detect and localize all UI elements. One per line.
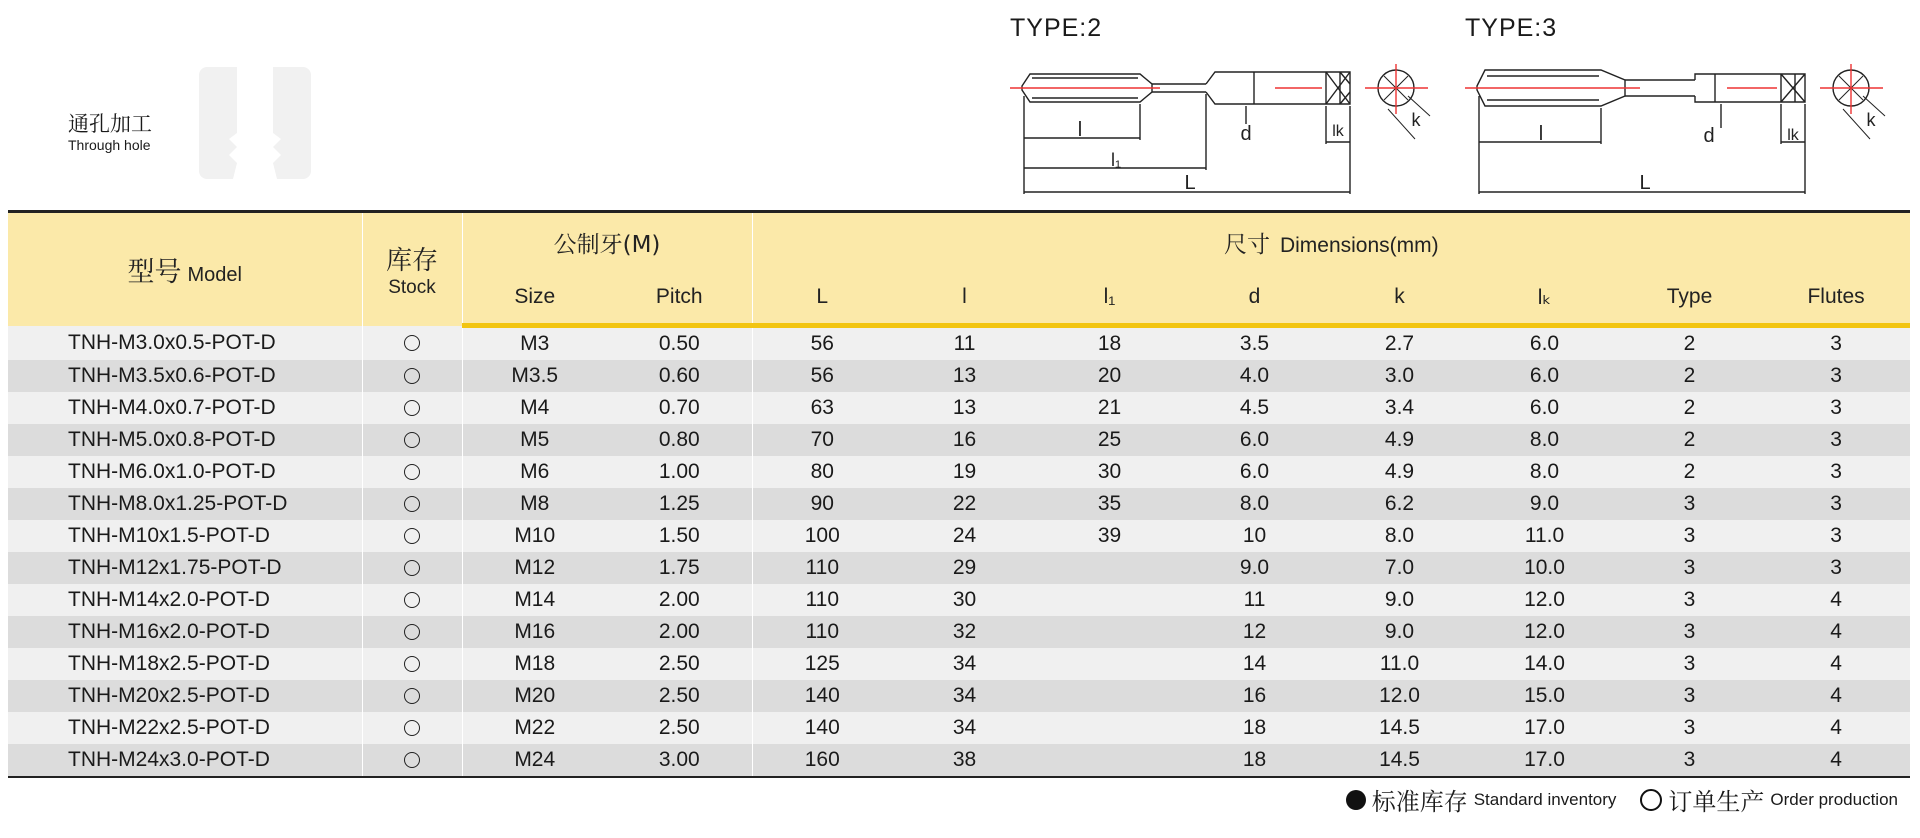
spec-table: [8, 210, 1910, 778]
cell-d: 14: [1182, 648, 1327, 680]
cell-d: 10: [1182, 520, 1327, 552]
table-row: [8, 360, 1910, 392]
col-flutes: Flutes: [1762, 271, 1910, 326]
cell-lk: 11.0: [1472, 520, 1617, 552]
type2-drawing: [1010, 44, 1450, 204]
order-production-icon: [404, 720, 420, 736]
cell-L: 110: [752, 616, 892, 648]
cell-k: 14.5: [1327, 712, 1472, 744]
order-production-icon: [404, 464, 420, 480]
stock-cell: [362, 616, 462, 648]
cell-type: 3: [1617, 616, 1762, 648]
cell-flutes: 3: [1762, 326, 1910, 361]
stock-cell: [362, 552, 462, 584]
cell-size: M20: [462, 680, 607, 712]
cell-size: M12: [462, 552, 607, 584]
table-row: [8, 552, 1910, 584]
stock-cell: [362, 392, 462, 424]
cell-model: TNH-M18x2.5-POT-D: [8, 648, 362, 680]
cell-lk: 17.0: [1472, 744, 1617, 777]
col-size: Size: [462, 271, 607, 326]
cell-l1: [1037, 648, 1182, 680]
stock-cell: [362, 326, 462, 361]
cell-size: M8: [462, 488, 607, 520]
cell-type: 3: [1617, 520, 1762, 552]
cell-k: 3.0: [1327, 360, 1472, 392]
cell-d: 18: [1182, 744, 1327, 777]
col-d: d: [1182, 271, 1327, 326]
type3-d-label: d: [1703, 125, 1715, 147]
cell-flutes: 3: [1762, 520, 1910, 552]
cell-size: M6: [462, 456, 607, 488]
cell-l1: 25: [1037, 424, 1182, 456]
cell-pitch: 3.00: [607, 744, 752, 777]
cell-d: 16: [1182, 680, 1327, 712]
table-row: [8, 712, 1910, 744]
order-production-icon: [404, 400, 420, 416]
cell-l: 32: [892, 616, 1037, 648]
cell-d: 6.0: [1182, 424, 1327, 456]
model-header: [8, 212, 362, 326]
cell-lk: 6.0: [1472, 360, 1617, 392]
order-production-icon: [1640, 789, 1662, 811]
legend-standard-zh: 标准库存: [1371, 788, 1468, 816]
cell-size: M3: [462, 326, 607, 361]
cell-lk: 14.0: [1472, 648, 1617, 680]
cell-pitch: 2.00: [607, 616, 752, 648]
table-row: [8, 616, 1910, 648]
table-row: [8, 392, 1910, 424]
cell-pitch: 0.80: [607, 424, 752, 456]
order-production-icon: [404, 335, 420, 351]
cell-L: 80: [752, 456, 892, 488]
type2-lk-label: lk: [1332, 123, 1344, 140]
cell-lk: 12.0: [1472, 616, 1617, 648]
order-production-icon: [404, 368, 420, 384]
cell-l1: [1037, 680, 1182, 712]
order-production-icon: [404, 656, 420, 672]
cell-L: 56: [752, 326, 892, 361]
cell-flutes: 4: [1762, 744, 1910, 777]
cell-flutes: 4: [1762, 648, 1910, 680]
order-production-icon: [404, 528, 420, 544]
cell-L: 140: [752, 680, 892, 712]
cell-l: 13: [892, 392, 1037, 424]
cell-l1: 30: [1037, 456, 1182, 488]
order-production-icon: [404, 432, 420, 448]
cell-flutes: 3: [1762, 424, 1910, 456]
stock-cell: [362, 520, 462, 552]
cell-k: 6.2: [1327, 488, 1472, 520]
cell-k: 4.9: [1327, 456, 1472, 488]
cell-k: 8.0: [1327, 520, 1472, 552]
through-hole-icon: [199, 67, 311, 179]
cell-model: TNH-M12x1.75-POT-D: [8, 552, 362, 584]
cell-d: 3.5: [1182, 326, 1327, 361]
cell-L: 110: [752, 552, 892, 584]
cell-flutes: 4: [1762, 584, 1910, 616]
table-row: [8, 744, 1910, 777]
cell-lk: 9.0: [1472, 488, 1617, 520]
cell-l: 38: [892, 744, 1037, 777]
cell-model: TNH-M5.0x0.8-POT-D: [8, 424, 362, 456]
cell-L: 160: [752, 744, 892, 777]
hole-title-en: Through hole: [68, 137, 151, 153]
cell-type: 3: [1617, 680, 1762, 712]
cell-lk: 10.0: [1472, 552, 1617, 584]
cell-k: 11.0: [1327, 648, 1472, 680]
cell-size: M16: [462, 616, 607, 648]
model-header-en: Model: [187, 263, 242, 286]
cell-type: 2: [1617, 360, 1762, 392]
order-production-icon: [404, 496, 420, 512]
cell-L: 110: [752, 584, 892, 616]
cell-k: 7.0: [1327, 552, 1472, 584]
type2-d-label: d: [1240, 123, 1252, 145]
order-production-icon: [404, 560, 420, 576]
cell-l1: 39: [1037, 520, 1182, 552]
cell-d: 4.0: [1182, 360, 1327, 392]
cell-lk: 8.0: [1472, 456, 1617, 488]
cell-l: 13: [892, 360, 1037, 392]
col-pitch: Pitch: [607, 271, 752, 326]
table-row: [8, 680, 1910, 712]
type2-l-label: l: [1077, 119, 1083, 141]
cell-l: 22: [892, 488, 1037, 520]
stock-cell: [362, 712, 462, 744]
order-production-icon: [404, 688, 420, 704]
col-L: L: [752, 271, 892, 326]
cell-flutes: 3: [1762, 552, 1910, 584]
cell-pitch: 2.50: [607, 648, 752, 680]
cell-pitch: 0.50: [607, 326, 752, 361]
cell-L: 100: [752, 520, 892, 552]
cell-lk: 6.0: [1472, 326, 1617, 361]
stock-cell: [362, 680, 462, 712]
cell-model: TNH-M4.0x0.7-POT-D: [8, 392, 362, 424]
type3-title: TYPE:3: [1465, 14, 1558, 42]
cell-L: 63: [752, 392, 892, 424]
cell-l: 16: [892, 424, 1037, 456]
order-production-icon: [404, 624, 420, 640]
metric-header: 公制牙(M): [462, 212, 752, 272]
cell-model: TNH-M24x3.0-POT-D: [8, 744, 362, 777]
order-production-icon: [404, 752, 420, 768]
cell-type: 3: [1617, 584, 1762, 616]
cell-type: 3: [1617, 648, 1762, 680]
hole-title-zh: 通孔加工: [68, 112, 152, 136]
cell-flutes: 3: [1762, 456, 1910, 488]
cell-d: 11: [1182, 584, 1327, 616]
cell-lk: 8.0: [1472, 424, 1617, 456]
cell-l1: 35: [1037, 488, 1182, 520]
cell-d: 6.0: [1182, 456, 1327, 488]
standard-inventory-icon: [1346, 790, 1366, 810]
cell-d: 8.0: [1182, 488, 1327, 520]
cell-l: 11: [892, 326, 1037, 361]
cell-d: 12: [1182, 616, 1327, 648]
cell-type: 3: [1617, 488, 1762, 520]
legend-order-en: Order production: [1770, 789, 1898, 809]
type2-l1-label: l₁: [1110, 150, 1122, 170]
cell-lk: 17.0: [1472, 712, 1617, 744]
cell-model: TNH-M8.0x1.25-POT-D: [8, 488, 362, 520]
cell-l: 34: [892, 712, 1037, 744]
cell-l: 34: [892, 680, 1037, 712]
cell-size: M22: [462, 712, 607, 744]
cell-pitch: 2.50: [607, 712, 752, 744]
cell-size: M5: [462, 424, 607, 456]
cell-flutes: 3: [1762, 360, 1910, 392]
cell-model: TNH-M16x2.0-POT-D: [8, 616, 362, 648]
cell-flutes: 3: [1762, 392, 1910, 424]
cell-size: M24: [462, 744, 607, 777]
type3-k-label: k: [1866, 110, 1876, 130]
type3-drawing: [1465, 44, 1905, 204]
cell-k: 9.0: [1327, 584, 1472, 616]
col-k: k: [1327, 271, 1472, 326]
stock-cell: [362, 360, 462, 392]
col-l: l: [892, 271, 1037, 326]
cell-flutes: 4: [1762, 712, 1910, 744]
dims-header: 尺寸 Dimensions(mm): [752, 212, 1910, 272]
cell-model: TNH-M6.0x1.0-POT-D: [8, 456, 362, 488]
type3-lk-label: lk: [1787, 127, 1799, 144]
stock-cell: [362, 456, 462, 488]
cell-type: 2: [1617, 392, 1762, 424]
cell-pitch: 1.00: [607, 456, 752, 488]
cell-l1: [1037, 584, 1182, 616]
cell-model: TNH-M14x2.0-POT-D: [8, 584, 362, 616]
cell-L: 70: [752, 424, 892, 456]
cell-type: 2: [1617, 326, 1762, 361]
stock-cell: [362, 648, 462, 680]
cell-type: 3: [1617, 552, 1762, 584]
table-row: [8, 424, 1910, 456]
cell-pitch: 0.60: [607, 360, 752, 392]
type3-diagram: [1465, 14, 1905, 194]
cell-L: 125: [752, 648, 892, 680]
cell-l1: [1037, 744, 1182, 777]
cell-size: M14: [462, 584, 607, 616]
legend-order-zh: 订单生产: [1668, 788, 1765, 816]
header-area: [0, 0, 1920, 208]
type2-L-label: L: [1184, 172, 1196, 194]
legend-standard-en: Standard inventory: [1473, 789, 1617, 809]
cell-type: 2: [1617, 424, 1762, 456]
table-row: [8, 584, 1910, 616]
cell-size: M10: [462, 520, 607, 552]
cell-L: 56: [752, 360, 892, 392]
cell-size: M4: [462, 392, 607, 424]
cell-l: 30: [892, 584, 1037, 616]
table-row: [8, 456, 1910, 488]
cell-l1: 18: [1037, 326, 1182, 361]
cell-k: 4.9: [1327, 424, 1472, 456]
stock-header-en: Stock: [388, 276, 436, 298]
cell-l: 34: [892, 648, 1037, 680]
cell-l1: [1037, 616, 1182, 648]
cell-l: 24: [892, 520, 1037, 552]
cell-l1: 21: [1037, 392, 1182, 424]
cell-L: 90: [752, 488, 892, 520]
stock-cell: [362, 488, 462, 520]
cell-model: TNH-M20x2.5-POT-D: [8, 680, 362, 712]
col-lk: lₖ: [1472, 271, 1617, 326]
cell-l1: 20: [1037, 360, 1182, 392]
type2-k-label: k: [1411, 110, 1421, 130]
cell-k: 3.4: [1327, 392, 1472, 424]
stock-cell: [362, 744, 462, 777]
cell-model: TNH-M10x1.5-POT-D: [8, 520, 362, 552]
cell-flutes: 3: [1762, 488, 1910, 520]
cell-pitch: 0.70: [607, 392, 752, 424]
cell-model: TNH-M22x2.5-POT-D: [8, 712, 362, 744]
table-row: [8, 488, 1910, 520]
cell-lk: 6.0: [1472, 392, 1617, 424]
cell-pitch: 2.00: [607, 584, 752, 616]
cell-d: 9.0: [1182, 552, 1327, 584]
table-row: [8, 648, 1910, 680]
type2-title: TYPE:2: [1010, 14, 1103, 42]
cell-d: 18: [1182, 712, 1327, 744]
cell-L: 140: [752, 712, 892, 744]
cell-type: 3: [1617, 744, 1762, 777]
cell-flutes: 4: [1762, 616, 1910, 648]
cell-d: 4.5: [1182, 392, 1327, 424]
cell-model: TNH-M3.0x0.5-POT-D: [8, 326, 362, 361]
cell-k: 2.7: [1327, 326, 1472, 361]
cell-pitch: 1.25: [607, 488, 752, 520]
model-header-zh: 型号: [127, 256, 182, 288]
cell-l1: [1037, 552, 1182, 584]
cell-l1: [1037, 712, 1182, 744]
col-l1: l₁: [1037, 271, 1182, 326]
type2-diagram: [1010, 14, 1450, 194]
type3-L-label: L: [1639, 172, 1651, 194]
stock-header: [362, 212, 462, 326]
cell-type: 2: [1617, 456, 1762, 488]
stock-header-zh: 库存: [385, 245, 438, 276]
cell-model: TNH-M3.5x0.6-POT-D: [8, 360, 362, 392]
cell-lk: 15.0: [1472, 680, 1617, 712]
cell-type: 3: [1617, 712, 1762, 744]
cell-pitch: 1.50: [607, 520, 752, 552]
stock-cell: [362, 584, 462, 616]
col-type: Type: [1617, 271, 1762, 326]
cell-size: M18: [462, 648, 607, 680]
cell-lk: 12.0: [1472, 584, 1617, 616]
cell-l: 19: [892, 456, 1037, 488]
cell-k: 12.0: [1327, 680, 1472, 712]
stock-cell: [362, 424, 462, 456]
cell-pitch: 2.50: [607, 680, 752, 712]
order-production-icon: [404, 592, 420, 608]
cell-size: M3.5: [462, 360, 607, 392]
cell-l: 29: [892, 552, 1037, 584]
table-row: [8, 520, 1910, 552]
type3-l-label: l: [1538, 123, 1544, 145]
cell-k: 9.0: [1327, 616, 1472, 648]
table-row: [8, 326, 1910, 361]
legend: [1346, 782, 1898, 817]
cell-flutes: 4: [1762, 680, 1910, 712]
cell-k: 14.5: [1327, 744, 1472, 777]
cell-pitch: 1.75: [607, 552, 752, 584]
